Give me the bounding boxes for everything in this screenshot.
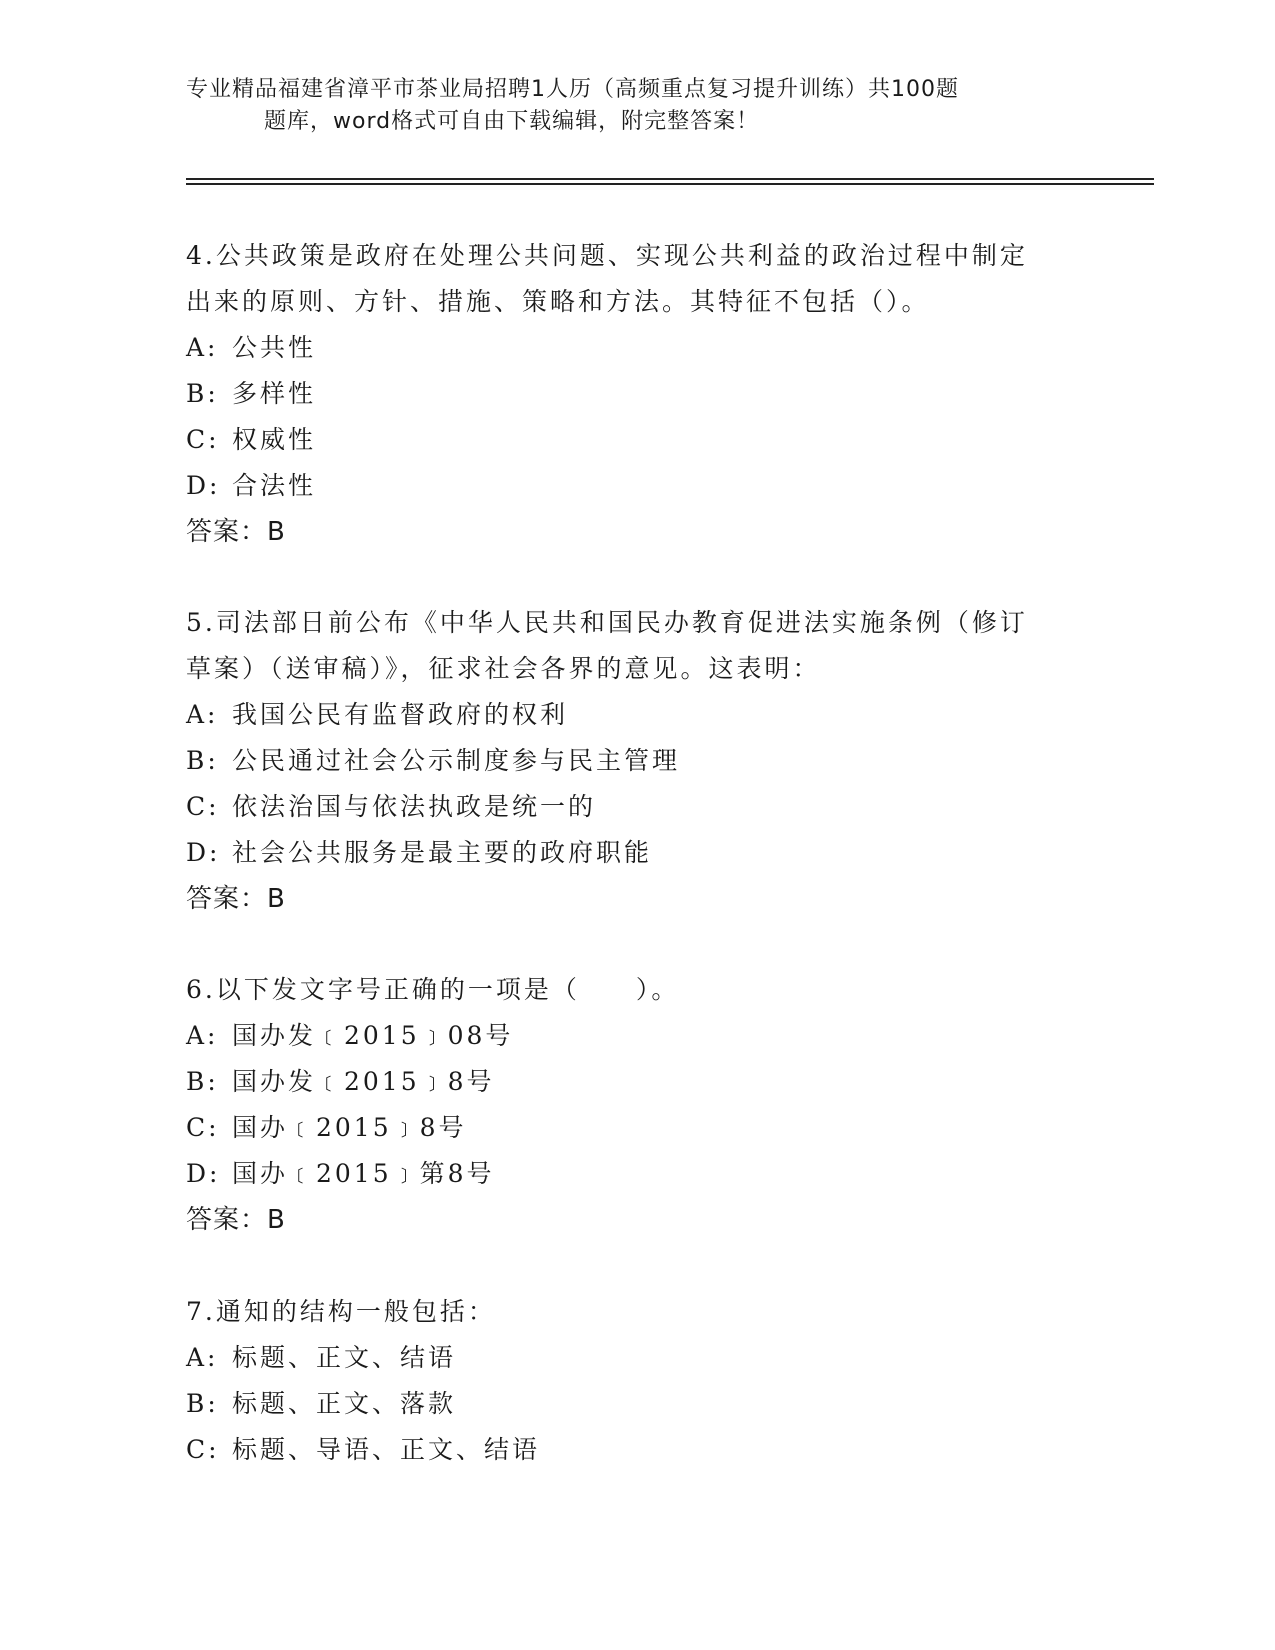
option-text: 国办﹝2015﹞8号: [232, 1113, 467, 1142]
question-stem-line: 出来的原则、方针、措施、策略和方法。其特征不包括（）。: [186, 287, 930, 316]
option-text: 国办发﹝2015﹞8号: [232, 1067, 495, 1096]
option-key: C:: [186, 792, 220, 821]
option-key: D:: [186, 838, 221, 867]
option-key: D:: [186, 471, 221, 500]
option-text: 合法性: [232, 471, 317, 500]
option-a: [186, 1335, 1066, 1381]
option-key: B:: [186, 1389, 219, 1418]
question-stem-line: 7.通知的结构一般包括：: [186, 1297, 496, 1326]
option-text: 依法治国与依法执政是统一的: [232, 792, 597, 821]
option-key: A:: [186, 1021, 219, 1050]
option-d: [186, 1151, 1066, 1197]
question-block: [186, 967, 1066, 1243]
option-key: B:: [186, 379, 219, 408]
answer-line: 答案：B: [186, 517, 286, 547]
option-b: [186, 738, 1066, 784]
option-b: [186, 1059, 1066, 1105]
question-stem-line: 5.司法部日前公布《中华人民共和国民办教育促进法实施条例（修订: [186, 608, 1028, 637]
header-title-line2: 题库，word格式可自由下载编辑，附完整答案！: [264, 109, 760, 134]
document-header: [186, 74, 1046, 138]
option-text: 国办﹝2015﹞第8号: [232, 1159, 495, 1188]
option-key: D:: [186, 1159, 221, 1188]
header-divider-top: [186, 178, 1154, 180]
option-text: 社会公共服务是最主要的政府职能: [232, 838, 653, 867]
option-text: 多样性: [232, 379, 317, 408]
option-text: 标题、正文、落款: [232, 1389, 457, 1418]
question-block: [186, 1289, 1066, 1473]
option-text: 标题、导语、正文、结语: [232, 1435, 541, 1464]
option-text: 标题、正文、结语: [232, 1343, 457, 1372]
option-c: [186, 1105, 1066, 1151]
option-c: [186, 417, 1066, 463]
option-key: A:: [186, 700, 219, 729]
option-text: 公民通过社会公示制度参与民主管理: [232, 746, 681, 775]
option-key: A:: [186, 1343, 219, 1372]
header-title-line1: 专业精品福建省漳平市茶业局招聘1人历（高频重点复习提升训练）共100题: [186, 77, 959, 102]
option-key: A:: [186, 333, 219, 362]
option-b: [186, 1381, 1066, 1427]
option-text: 公共性: [232, 333, 317, 362]
question-stem-line: 草案）（送审稿）》，征求社会各界的意见。这表明：: [186, 654, 821, 683]
option-text: 我国公民有监督政府的权利: [232, 700, 569, 729]
option-key: C:: [186, 1113, 220, 1142]
answer-line: 答案：B: [186, 884, 286, 914]
answer-line: 答案：B: [186, 1205, 286, 1235]
option-a: [186, 325, 1066, 371]
option-a: [186, 1013, 1066, 1059]
header-divider-bottom: [186, 183, 1154, 185]
option-key: C:: [186, 425, 220, 454]
option-d: [186, 830, 1066, 876]
option-c: [186, 784, 1066, 830]
option-key: B:: [186, 746, 219, 775]
option-text: 权威性: [232, 425, 317, 454]
option-b: [186, 371, 1066, 417]
option-key: C:: [186, 1435, 220, 1464]
option-d: [186, 463, 1066, 509]
option-c: [186, 1427, 1066, 1473]
question-stem-line: 4.公共政策是政府在处理公共问题、实现公共利益的政治过程中制定: [186, 241, 1028, 270]
question-stem-line: 6.以下发文字号正确的一项是（ ）。: [186, 975, 680, 1004]
question-block: [186, 600, 1066, 922]
option-key: B:: [186, 1067, 219, 1096]
option-text: 国办发﹝2015﹞08号: [232, 1021, 514, 1050]
question-block: [186, 233, 1066, 555]
option-a: [186, 692, 1066, 738]
